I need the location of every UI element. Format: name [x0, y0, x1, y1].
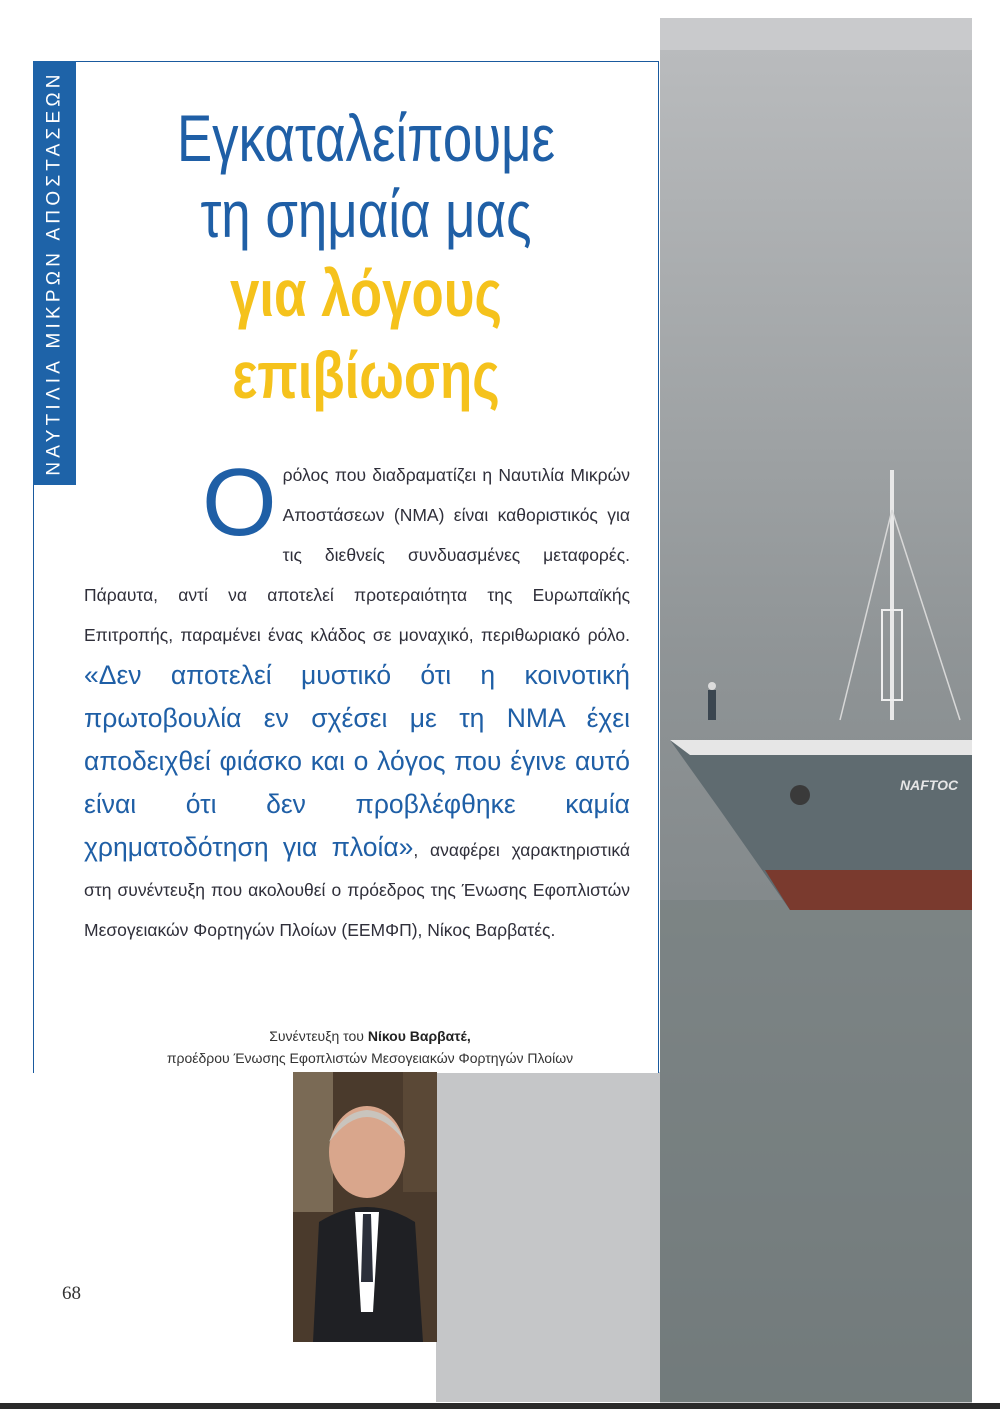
portrait-photo — [293, 1072, 437, 1342]
drop-cap: Ο — [202, 449, 277, 556]
credit-prefix: Συνέντευξη του — [269, 1028, 364, 1044]
page-number: 68 — [62, 1283, 81, 1304]
article-quote: «Δεν αποτελεί μυστικό ότι η κοινοτική πρωτοβουλία εν σχέσει με τη ΝΜΑ έχει αποδειχθεί φιάσκο και ο λόγος που έγινε αυτό είναι ότι δεν προβλέφθηκε καμία χρηματοδότηση για πλοία» — [84, 660, 630, 862]
article-outro: , αναφέρει χαρακτηριστικά στη συνέντευξη που ακολουθεί ο πρόεδρος της Ένωσης Εφοπλιστών Μεσογειακών Φορτηγών Πλοίων (ΕΕΜΦΠ), Νίκος Βαρβατές. — [84, 840, 630, 940]
article-intro: ρόλος που διαδραματίζει η Ναυτιλία Μικρών Αποστάσεων (ΝΜΑ) είναι καθοριστικός για τις διεθνείς συνδυασμένες μεταφορές. Πάραυτα, αντί να αποτελεί προτεραιότητα της Ευρωπαϊκής Επιτροπής, παραμένει ένας κλάδος σε μοναχικό, περιθωριακό ρόλο. — [84, 465, 630, 645]
title-line-1: Εγκαταλείπουμε — [176, 101, 556, 175]
section-label: ΝΑΥΤΙΛΙΑ ΜΙΚΡΩΝ ΑΠΟΣΤΑΣΕΩΝ — [43, 70, 65, 476]
title-line-3: για λόγους επιβίωσης — [230, 256, 502, 412]
article-body — [84, 405, 630, 950]
interview-credit — [140, 1025, 600, 1069]
credit-role: προέδρου Ένωσης Εφοπλιστών Μεσογειακών Φορτηγών Πλοίων — [166, 1050, 574, 1066]
article-title — [96, 100, 636, 416]
title-line-2: τη σημαία μας — [200, 177, 532, 251]
ship-photo — [660, 50, 972, 1402]
section-label-wrap — [33, 61, 76, 485]
page-edge — [0, 1403, 1000, 1409]
credit-name: Νίκου Βαρβατέ, — [367, 1028, 471, 1044]
grey-background-band-lower — [436, 1072, 666, 1402]
ship-name-text: NAFTOC — [900, 777, 959, 793]
